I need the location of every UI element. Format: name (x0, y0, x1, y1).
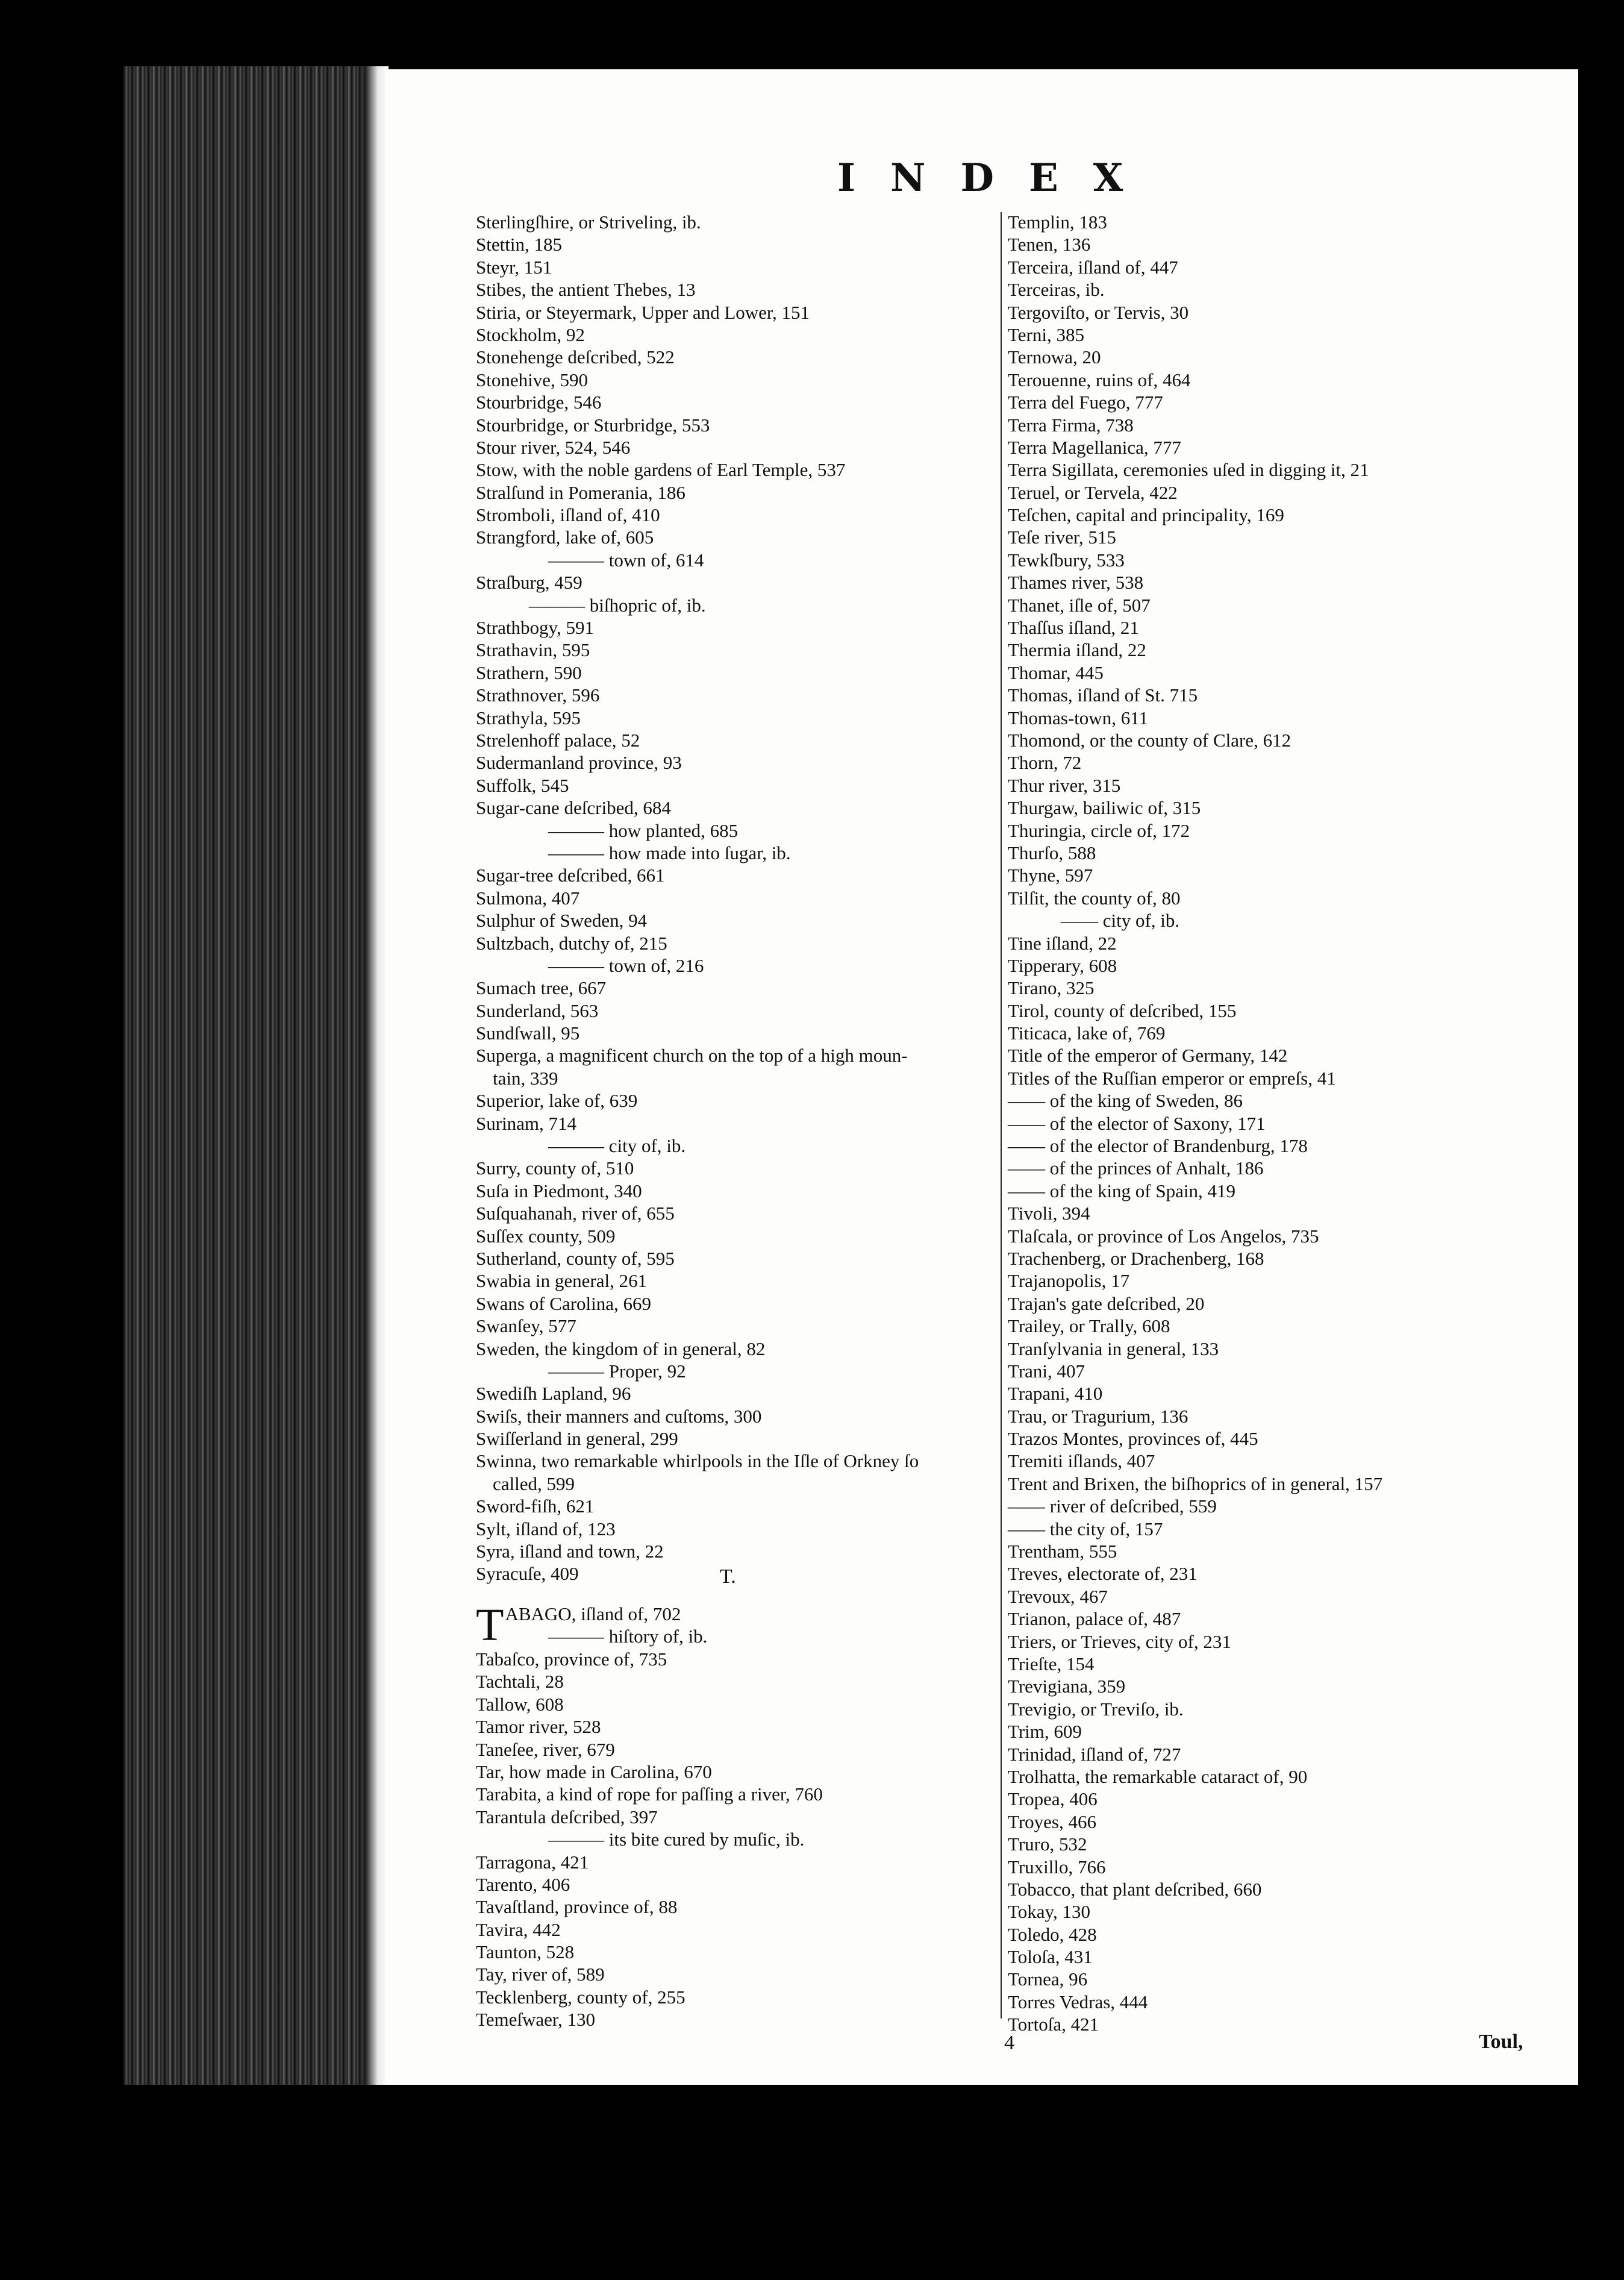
index-entry: Tergoviſto, or Tervis, 30 (1008, 301, 1189, 323)
index-entry: Thuringia, circle of, 172 (1008, 819, 1190, 841)
index-entry: Strathern, 590 (476, 662, 582, 683)
index-entry: Suſa in Piedmont, 340 (476, 1180, 642, 1201)
index-entry: Tabaſco, province of, 735 (476, 1649, 667, 1670)
index-entry: Triers, or Trieves, city of, 231 (1008, 1630, 1231, 1652)
index-entry: Treves, electorate of, 231 (1008, 1563, 1198, 1585)
index-entry: Terceiras, ib. (1008, 279, 1105, 301)
index-entry: Thurgaw, bailiwic of, 315 (1008, 797, 1201, 819)
index-entry: tain, 339 (493, 1067, 558, 1089)
index-entry: —— of the king of Sweden, 86 (1008, 1090, 1243, 1112)
index-entry: Straſburg, 459 (476, 572, 582, 593)
index-entry: Trajan's gate deſcribed, 20 (1008, 1292, 1205, 1314)
index-entry: Strangford, lake of, 605 (476, 527, 654, 548)
index-entry: Trachenberg, or Drachenberg, 168 (1008, 1247, 1264, 1269)
index-entry: Sugar-tree deſcribed, 661 (476, 865, 665, 886)
column-divider (1001, 212, 1002, 2018)
index-entry: Terra Sigillata, ceremonies uſed in digging it, 21 (1008, 459, 1369, 481)
index-entry: Tewkſbury, 533 (1008, 549, 1125, 571)
index-entry: ——— town of, 216 (548, 954, 704, 976)
index-entry: ——— town of, 614 (548, 549, 704, 571)
index-entry: Tarragona, 421 (476, 1851, 589, 1873)
index-entry: called, 599 (493, 1473, 575, 1494)
index-entry: Strathavin, 595 (476, 639, 590, 661)
index-entry: Tavira, 442 (476, 1918, 561, 1940)
index-entry: Taunton, 528 (476, 1941, 575, 1963)
index-entry: Tornea, 96 (1008, 1968, 1088, 1990)
index-entry: Truxillo, 766 (1008, 1856, 1106, 1878)
index-entry: Tine iſland, 22 (1008, 932, 1117, 954)
index-entry: Thaſſus iſland, 21 (1008, 617, 1139, 639)
index-entry: Trailey, or Trally, 608 (1008, 1315, 1170, 1337)
index-entry: Trazos Montes, provinces of, 445 (1008, 1428, 1258, 1450)
signature-mark: 4 (1004, 2032, 1014, 2054)
index-entry: Tranſylvania in general, 133 (1008, 1338, 1219, 1359)
catchword: Toul, (1479, 2031, 1523, 2053)
index-entry: ——— how planted, 685 (548, 819, 739, 841)
index-entry: Thanet, iſle of, 507 (1008, 594, 1151, 616)
index-entry: Swabia in general, 261 (476, 1270, 648, 1292)
index-entry: Surinam, 714 (476, 1112, 577, 1134)
index-entry: Sulphur of Sweden, 94 (476, 910, 648, 932)
index-entry: Stiria, or Steyermark, Upper and Lower, 151 (476, 301, 810, 323)
index-entry: Swediſh Lapland, 96 (476, 1383, 631, 1405)
index-entry: Tarento, 406 (476, 1873, 570, 1895)
drop-cap: T (476, 1600, 504, 1650)
index-entry: Teruel, or Tervela, 422 (1008, 481, 1178, 503)
index-entry: Truro, 532 (1008, 1834, 1087, 1855)
index-entry: Tropea, 406 (1008, 1788, 1098, 1810)
index-entry: Sumach tree, 667 (476, 977, 607, 999)
index-entry: Sudermanland province, 93 (476, 752, 682, 774)
index-entry: —— the city of, 157 (1008, 1518, 1163, 1539)
index-entry: Superior, lake of, 639 (476, 1090, 638, 1112)
index-entry: —— of the king of Spain, 419 (1008, 1180, 1235, 1201)
index-entry: Tar, how made in Carolina, 670 (476, 1761, 712, 1782)
index-entry: Swanſey, 577 (476, 1315, 576, 1337)
index-entry: Terra Firma, 738 (1008, 414, 1134, 436)
index-entry: Thomas-town, 611 (1008, 707, 1149, 728)
index-entry: Tobacco, that plant deſcribed, 660 (1008, 1878, 1262, 1900)
page-gutter (364, 66, 389, 2085)
index-entry: Sterlingſhire, or Striveling, ib. (476, 211, 701, 233)
index-entry: Sword-fiſh, 621 (476, 1495, 595, 1517)
index-entry: —— city of, ib. (1061, 910, 1180, 932)
index-entry: Toloſa, 431 (1008, 1946, 1093, 1968)
index-entry: Stonehenge deſcribed, 522 (476, 346, 675, 368)
index-entry: Tlaſcala, or province of Los Angelos, 735 (1008, 1225, 1319, 1247)
index-entry: Surry, county of, 510 (476, 1157, 634, 1179)
index-entry: Thomas, iſland of St. 715 (1008, 684, 1198, 706)
index-entry: Ternowa, 20 (1008, 346, 1101, 368)
index-entry: Trianon, palace of, 487 (1008, 1608, 1181, 1630)
index-entry: —— river of deſcribed, 559 (1008, 1495, 1217, 1517)
index-entry: Thorn, 72 (1008, 752, 1082, 774)
index-entry: Title of the emperor of Germany, 142 (1008, 1045, 1288, 1066)
index-entry: Stow, with the noble gardens of Earl Temple, 537 (476, 459, 846, 481)
index-entry: Tremiti iſlands, 407 (1008, 1450, 1155, 1472)
index-entry: Suffolk, 545 (476, 774, 569, 796)
book-fore-edge (123, 66, 383, 2085)
index-entry: Tarabita, a kind of rope for paſſing a river, 760 (476, 1784, 823, 1805)
index-entry-text: ABAGO, iſland of, 702 (505, 1603, 681, 1624)
index-entry: Trevigio, or Treviſo, ib. (1008, 1698, 1184, 1720)
index-entry: Tarantula deſcribed, 397 (476, 1806, 658, 1827)
index-entry: Tallow, 608 (476, 1693, 564, 1715)
index-entry: Sweden, the kingdom of in general, 82 (476, 1338, 766, 1359)
index-entry: Tay, river of, 589 (476, 1964, 605, 1985)
index-entry: Trani, 407 (1008, 1360, 1085, 1382)
index-entry: Trau, or Tragurium, 136 (1008, 1405, 1188, 1427)
index-entry: Swiſſerland in general, 299 (476, 1428, 678, 1450)
index-entry: Stibes, the antient Thebes, 13 (476, 279, 696, 301)
index-entry: Toledo, 428 (1008, 1923, 1097, 1945)
index-entry: Swinna, two remarkable whirlpools in the Iſle of Orkney ſo (476, 1450, 919, 1472)
index-entry: ——— Proper, 92 (548, 1360, 686, 1382)
index-entry: Terra del Fuego, 777 (1008, 392, 1163, 413)
index-entry: —— of the elector of Brandenburg, 178 (1008, 1135, 1308, 1157)
index-entry: Stourbridge, 546 (476, 392, 602, 413)
index-column-left (476, 211, 919, 1585)
index-entry: Trapani, 410 (1008, 1383, 1103, 1405)
index-entry: Tivoli, 394 (1008, 1203, 1090, 1224)
index-entry: Tortoſa, 421 (1008, 2014, 1099, 2035)
index-entry: Strathyla, 595 (476, 707, 581, 728)
index-entry: Teſchen, capital and principality, 169 (1008, 504, 1284, 526)
index-entry: Suſſex county, 509 (476, 1225, 616, 1247)
index-entry: Thurſo, 588 (1008, 842, 1096, 863)
index-entry: Trim, 609 (1008, 1721, 1082, 1743)
index-entry: Stourbridge, or Sturbridge, 553 (476, 414, 710, 436)
index-entry: Trajanopolis, 17 (1008, 1270, 1130, 1292)
index-entry: Tirol, county of deſcribed, 155 (1008, 1000, 1237, 1021)
index-entry: ——— how made into ſugar, ib. (548, 842, 791, 863)
index-entry: Tamor river, 528 (476, 1716, 601, 1738)
index-column-right (1008, 211, 1382, 2036)
index-entry: Stromboli, iſland of, 410 (476, 504, 660, 526)
index-entry: Thyne, 597 (1008, 865, 1093, 886)
index-entry: Syra, iſland and town, 22 (476, 1541, 664, 1562)
index-entry: Sultzbach, dutchy of, 215 (476, 932, 667, 954)
index-entry: Titicaca, lake of, 769 (1008, 1023, 1166, 1044)
index-entry: —— of the elector of Saxony, 171 (1008, 1112, 1266, 1134)
index-entry: Tirano, 325 (1008, 977, 1095, 999)
index-entry: Tipperary, 608 (1008, 954, 1117, 976)
index-entry: Trentham, 555 (1008, 1541, 1117, 1562)
index-entry: Sugar-cane deſcribed, 684 (476, 797, 671, 819)
index-subentry-text: ——— hiſtory of, ib. (548, 1626, 708, 1647)
index-entry: Sylt, iſland of, 123 (476, 1518, 616, 1539)
index-entry: Trent and Brixen, the biſhoprics of in general, 157 (1008, 1473, 1383, 1494)
index-entry: Sundſwall, 95 (476, 1023, 580, 1044)
index-entry: ——— its bite cured by muſic, ib. (548, 1829, 805, 1850)
index-entry: Stockholm, 92 (476, 324, 585, 345)
index-entry: Tenen, 136 (1008, 234, 1091, 255)
index-entry: Strathnover, 596 (476, 684, 600, 706)
index-entry: Strelenhoff palace, 52 (476, 729, 640, 751)
index-entry: Stour river, 524, 546 (476, 436, 631, 458)
index-entry: Stonehive, 590 (476, 369, 588, 390)
index-entry: ——— city of, ib. (548, 1135, 686, 1157)
index-entry: Tokay, 130 (1008, 1901, 1091, 1923)
index-entry: Troyes, 466 (1008, 1811, 1096, 1832)
index-entry: Trieſte, 154 (1008, 1653, 1095, 1674)
index-entry: Thomar, 445 (1008, 662, 1104, 683)
index-entry: Trevigiana, 359 (1008, 1676, 1126, 1697)
index-entry: Stettin, 185 (476, 234, 562, 255)
index-entry: Sutherland, county of, 595 (476, 1247, 675, 1269)
index-entry: Teſe river, 515 (1008, 527, 1116, 548)
section-heading-t: T. (720, 1565, 736, 1588)
index-entry: Tachtali, 28 (476, 1671, 564, 1693)
index-entry: Thomond, or the county of Clare, 612 (1008, 729, 1291, 751)
index-entry: ——— biſhopric of, ib. (529, 594, 706, 616)
index-entry: Steyr, 151 (476, 256, 552, 278)
index-entry: Torres Vedras, 444 (1008, 1991, 1148, 2012)
index-entry: Tilſit, the county of, 80 (1008, 887, 1181, 909)
index-entry: Terceira, iſland of, 447 (1008, 256, 1178, 278)
index-entry: Thames river, 538 (1008, 572, 1144, 593)
index-entry: Sulmona, 407 (476, 887, 580, 909)
index-entry: Swans of Carolina, 669 (476, 1292, 652, 1314)
index-entry: Trolhatta, the remarkable cataract of, 90 (1008, 1765, 1308, 1787)
index-entry: Tavaſtland, province of, 88 (476, 1896, 678, 1918)
index-entry: Tecklenberg, county of, 255 (476, 1986, 686, 2008)
index-entry: —— of the princes of Anhalt, 186 (1008, 1157, 1264, 1179)
index-entry-tabago (476, 1600, 708, 1650)
index-entry: Sunderland, 563 (476, 1000, 599, 1021)
index-entry: Thur river, 315 (1008, 774, 1121, 796)
index-entry: Trevoux, 467 (1008, 1585, 1108, 1607)
index-entry: Stralſund in Pomerania, 186 (476, 481, 686, 503)
index-entry: Terra Magellanica, 777 (1008, 436, 1181, 458)
index-entry: Trinidad, iſland of, 727 (1008, 1743, 1181, 1765)
index-entry: Taneſee, river, 679 (476, 1738, 615, 1760)
index-column-left-t (476, 1648, 823, 2031)
index-entry: Terni, 385 (1008, 324, 1084, 345)
index-entry: Suſquahanah, river of, 655 (476, 1203, 675, 1224)
page-title: INDEX (837, 155, 1158, 201)
index-entry: Temeſwaer, 130 (476, 2009, 596, 2031)
index-entry: Thermia iſland, 22 (1008, 639, 1146, 661)
index-entry: Templin, 183 (1008, 211, 1107, 233)
index-entry: Strathbogy, 591 (476, 617, 595, 639)
index-entry: Syracuſe, 409 (476, 1563, 579, 1585)
index-entry: Superga, a magnificent church on the top of a high moun- (476, 1045, 908, 1066)
index-entry: Terouenne, ruins of, 464 (1008, 369, 1191, 390)
index-entry: Swiſs, their manners and cuſtoms, 300 (476, 1405, 762, 1427)
index-entry: Titles of the Ruſſian emperor or empreſs, 41 (1008, 1067, 1336, 1089)
